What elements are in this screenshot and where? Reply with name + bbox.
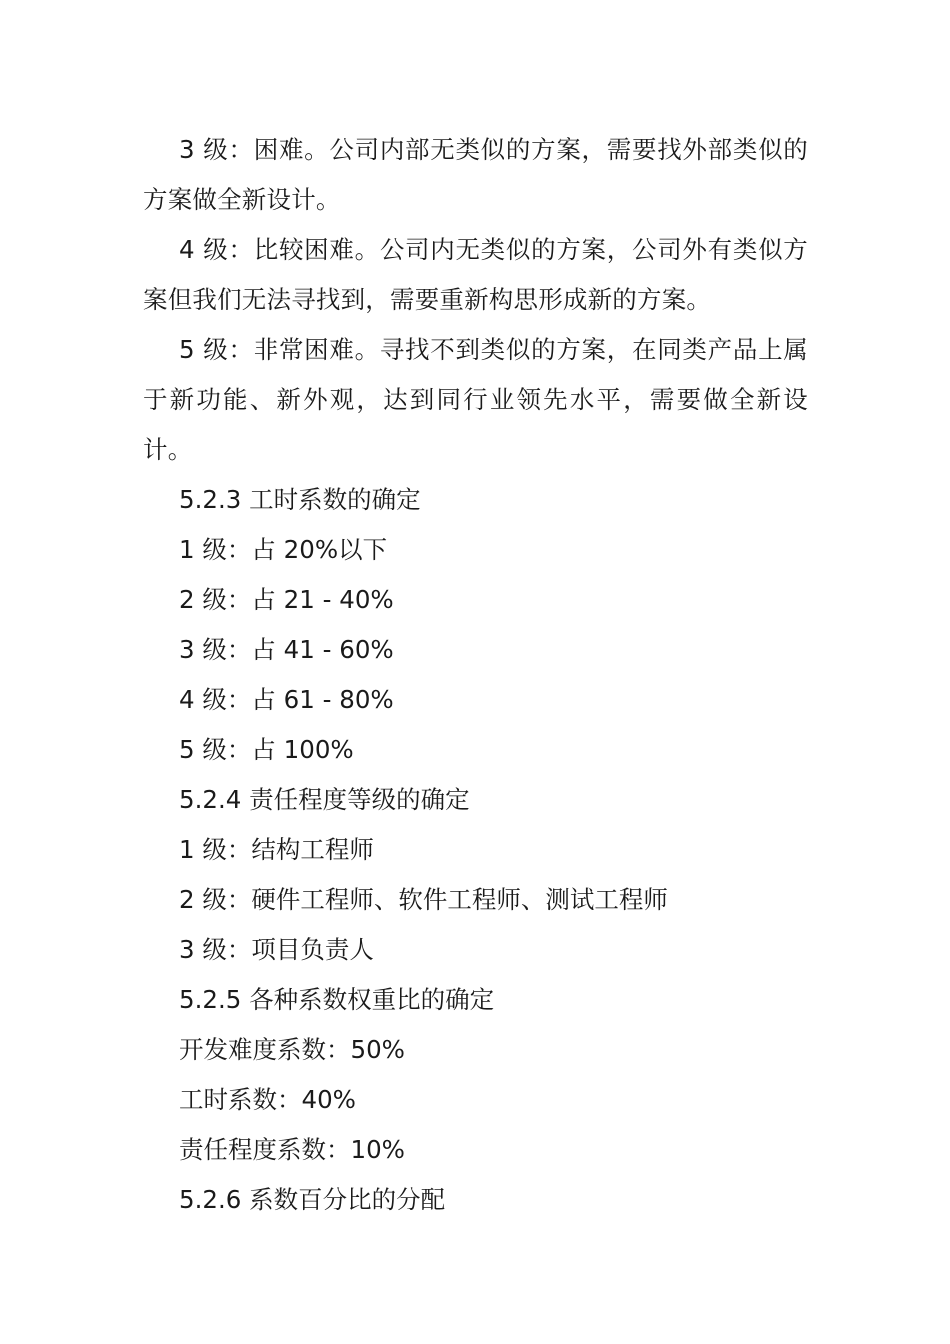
weight-development-difficulty: 开发难度系数：50%	[179, 1035, 405, 1064]
difficulty-level-4-paragraph: 4 级：比较困难。公司内无类似的方案，公司外有类似方案但我们无法寻找到，需要重新构思形成新的方案。	[143, 235, 808, 314]
workhour-level-5: 5 级：占 100%	[179, 735, 354, 764]
document-body	[143, 125, 808, 1225]
difficulty-level-5-paragraph: 5 级：非常困难。寻找不到类似的方案，在同类产品上属于新功能、新外观，达到同行业领先水平，需要做全新设计。	[143, 335, 808, 464]
section-heading-5-2-5: 5.2.5 各种系数权重比的确定	[179, 985, 495, 1014]
responsibility-level-3: 3 级：项目负责人	[179, 935, 374, 964]
workhour-level-2: 2 级：占 21 - 40%	[179, 585, 394, 614]
workhour-level-1: 1 级：占 20%以下	[179, 535, 388, 564]
difficulty-level-3-paragraph: 3 级：困难。公司内部无类似的方案，需要找外部类似的方案做全新设计。	[143, 135, 808, 214]
section-heading-5-2-4: 5.2.4 责任程度等级的确定	[179, 785, 470, 814]
section-heading-5-2-3: 5.2.3 工时系数的确定	[179, 485, 421, 514]
weight-responsibility: 责任程度系数：10%	[179, 1135, 405, 1164]
responsibility-level-2: 2 级：硬件工程师、软件工程师、测试工程师	[179, 885, 668, 914]
weight-workhour: 工时系数：40%	[179, 1085, 356, 1114]
workhour-level-3: 3 级：占 41 - 60%	[179, 635, 394, 664]
responsibility-level-1: 1 级：结构工程师	[179, 835, 374, 864]
workhour-level-4: 4 级：占 61 - 80%	[179, 685, 394, 714]
section-heading-5-2-6: 5.2.6 系数百分比的分配	[179, 1185, 446, 1214]
